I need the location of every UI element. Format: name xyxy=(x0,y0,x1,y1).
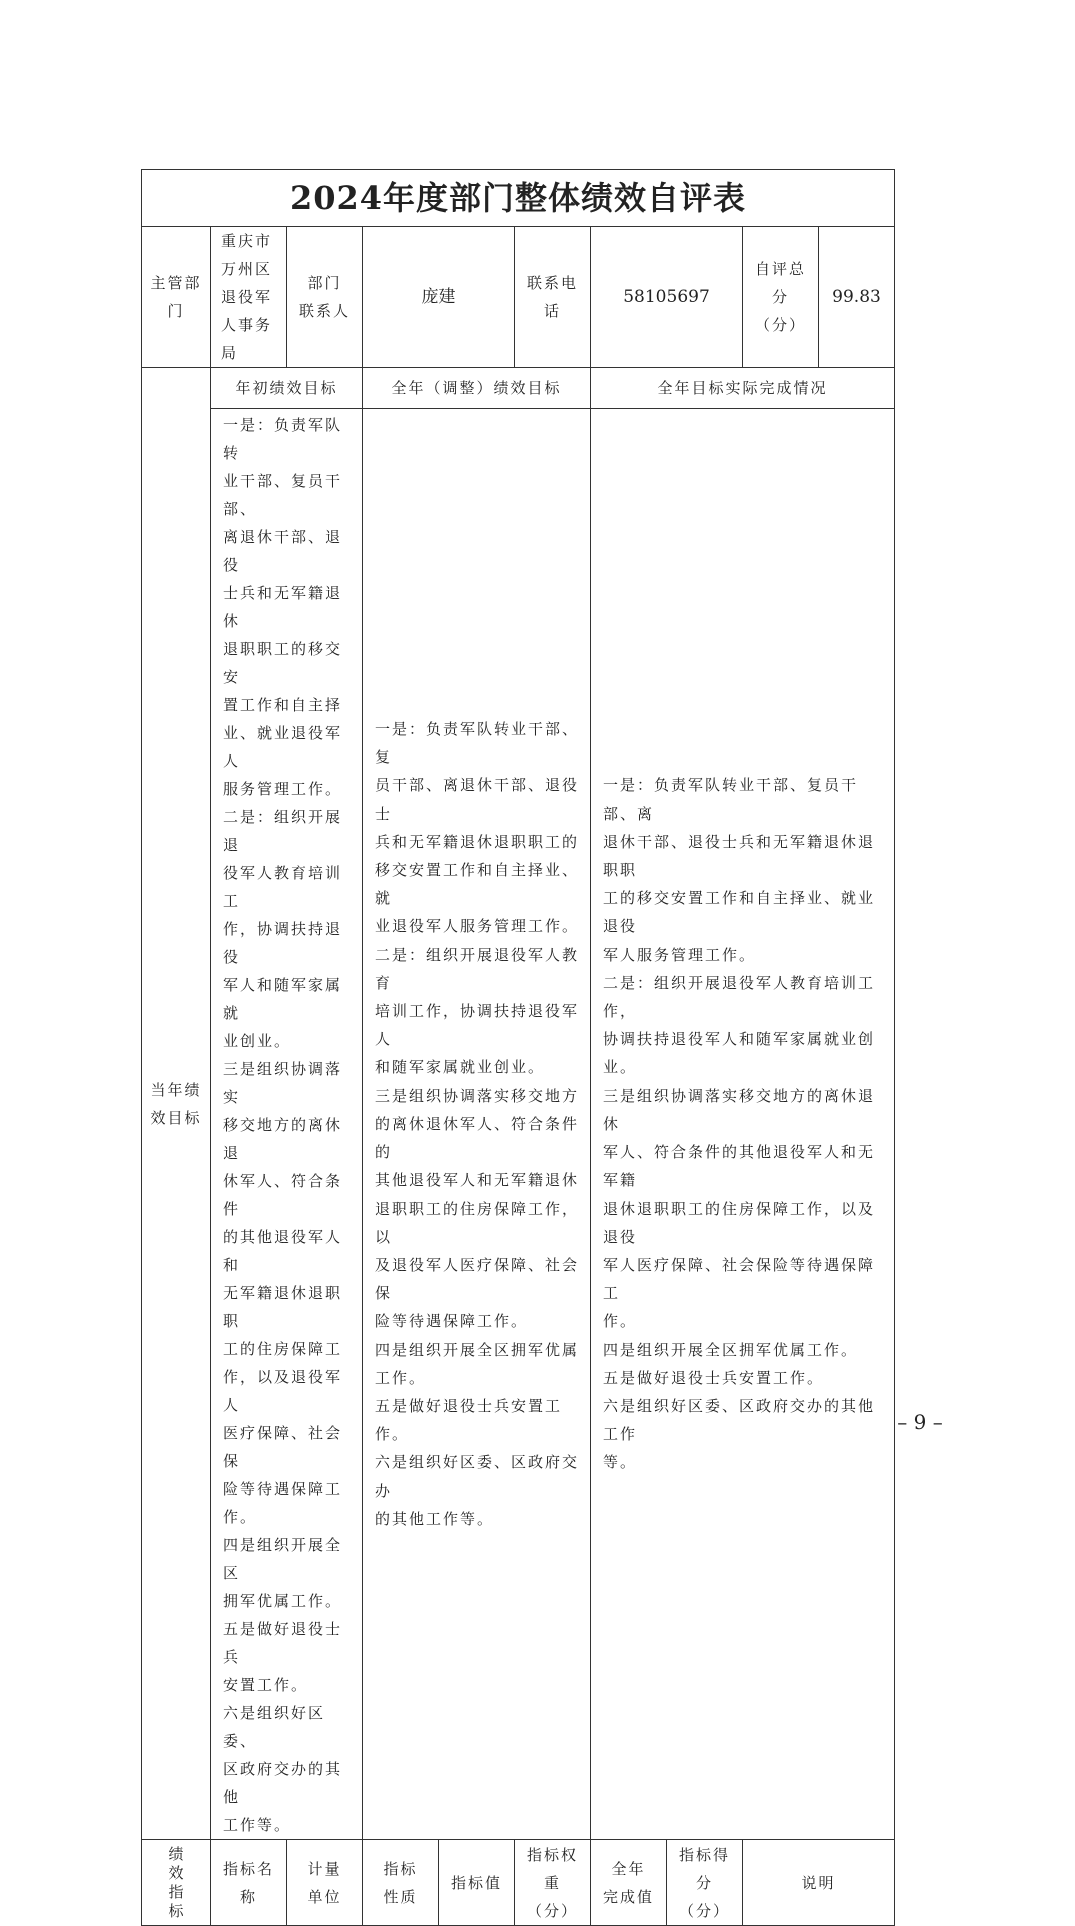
adjusted-goal-text: 一是：负责军队转业干部、复 员干部、离退休干部、退役士 兵和无军籍退休退职职工的 移交安置工作和自主择业、就 业退役军人服务管理工作。 二是：组织开展退役军人教育 培训工作，协调扶持退役军人 和随军家属就业创业。 三是组织协调落实移交地方 的离休退休军人、符合条件的 其他退役军人和无军籍退休 退职职工的住房保障工作，以 及退役军人医疗保障、社会保 险等待遇保障工作。 四是组织开展全区拥军优属 工作。 五是做好退役士兵安置工作。 六是组织好区委、区政府交办 的其他工作等。 xyxy=(363,409,591,1840)
score-value: 99.83 xyxy=(819,227,895,368)
phone-value: 58105697 xyxy=(591,227,743,368)
adjusted-goal-header: 全年（调整）绩效目标 xyxy=(363,368,591,409)
goals-section-label: 当年绩 效目标 xyxy=(142,368,211,1840)
dept-label: 主管部 门 xyxy=(142,227,211,368)
score-header: 指标得 分 （分） xyxy=(667,1840,743,1926)
page-number: – 9 – xyxy=(897,1410,943,1434)
performance-self-evaluation-table xyxy=(141,169,895,1926)
dept-value: 重庆市 万州区 退役军 人事务 局 xyxy=(211,227,287,368)
completion-text: 一是：负责军队转业干部、复员干部、离 退休干部、退役士兵和无军籍退休退职职 工的移交安置工作和自主择业、就业退役 军人服务管理工作。 二是：组织开展退役军人教育培训工作， 协调扶持退役军人和随军家属就业创业。 三是组织协调落实移交地方的离休退休 军人、符合条件的其他退役军人和无军籍 退休退职职工的住房保障工作，以及退役 军人医疗保障、社会保险等待遇保障工 作。 四是组织开展全区拥军优属工作。 五是做好退役士兵安置工作。 六是组织好区委、区政府交办的其他工作 等。 xyxy=(591,409,895,1840)
table-title-cell xyxy=(142,170,895,227)
target-value-header: 指标值 xyxy=(439,1840,515,1926)
remarks-header: 说明 xyxy=(743,1840,895,1926)
indicators-section-label: 绩 效 指 标 xyxy=(142,1840,211,1926)
weight-header: 指标权 重 （分） xyxy=(515,1840,591,1926)
score-label: 自评总 分 （分） xyxy=(743,227,819,368)
contact-label: 部门 联系人 xyxy=(287,227,363,368)
completion-header: 全年目标实际完成情况 xyxy=(591,368,895,409)
initial-goal-text: 一是：负责军队转 业干部、复员干部、 离退休干部、退役 士兵和无军籍退休 退职职工的移交安 置工作和自主择 业、就业退役军人 服务管理工作。 二是：组织开展退 役军人教育培训工 作，协调扶持退役 军人和随军家属就 业创业。 三是组织协调落实 移交地方的离休退 休军人、符合条件 的其他退役军人和 无军籍退休退职职 工的住房保障工 作，以及退役军人 医疗保障、社会保 险等待遇保障工 作。 四是组织开展全区 拥军优属工作。 五是做好退役士兵 安置工作。 六是组织好区委、 区政府交办的其他 工作等。 xyxy=(211,409,363,1840)
indicator-name-header: 指标名 称 xyxy=(211,1840,287,1926)
nature-header: 指标 性质 xyxy=(363,1840,439,1926)
initial-goal-header: 年初绩效目标 xyxy=(211,368,363,409)
actual-value-header: 全年 完成值 xyxy=(591,1840,667,1926)
table-title: 2024年度部门整体绩效自评表 xyxy=(289,179,747,217)
phone-label: 联系电 话 xyxy=(515,227,591,368)
contact-value: 庞建 xyxy=(363,227,515,368)
unit-header: 计量 单位 xyxy=(287,1840,363,1926)
